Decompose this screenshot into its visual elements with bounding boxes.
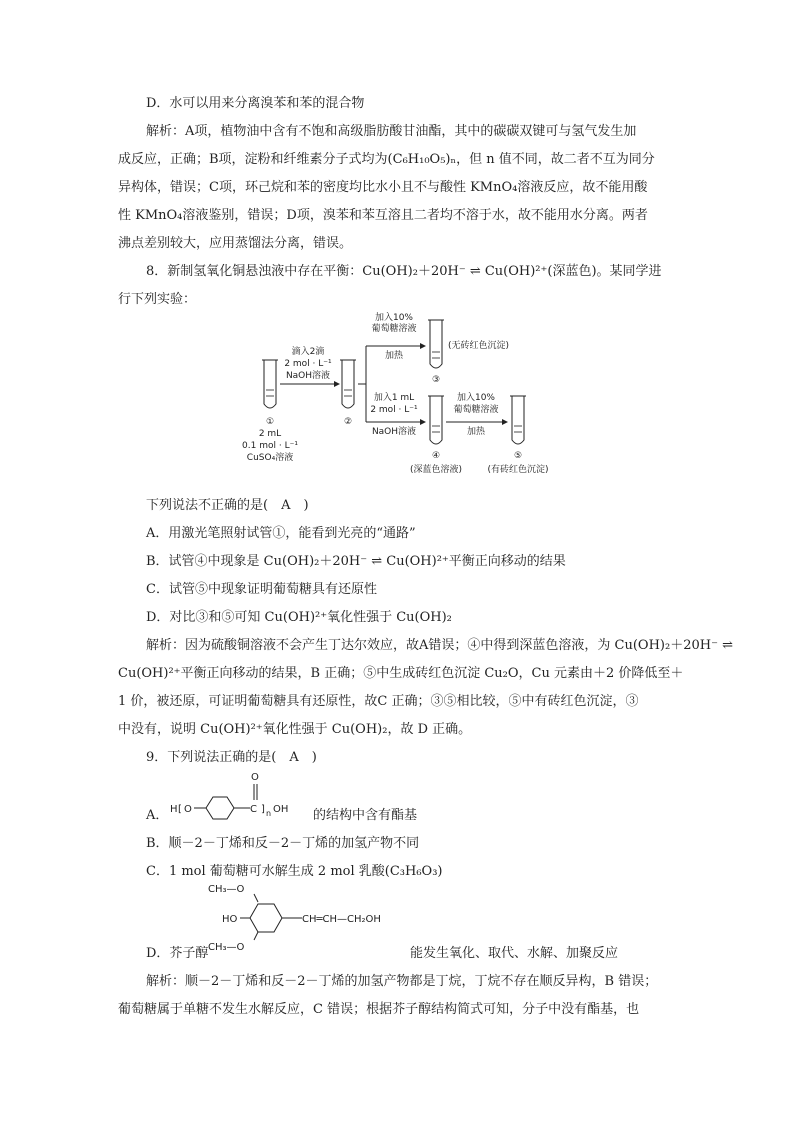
test-tube-3: [428, 320, 444, 368]
arrow-1-head: [334, 381, 340, 387]
tube-1-desc-2: 0.1 mol · L⁻¹: [242, 441, 298, 451]
step-1-text-3: NaOH溶液: [285, 371, 331, 381]
test-tube-1: [262, 360, 278, 408]
text-line-l11: B．试管④中现象是 Cu(OH)₂＋20H⁻ ⇌ Cu(OH)²⁺平衡正向移动的结果: [146, 554, 566, 569]
text-line-l14: 解析：因为硫酸铜溶液不会产生丁达尔效应，故A错误；④中得到深蓝色溶液，为 Cu(OH)₂＋20H⁻ ⇌: [146, 638, 733, 653]
upper-step-1: 加入10%: [374, 313, 414, 323]
text-line-l6: 沸点差别较大，应用蒸馏法分离，错误。: [118, 236, 353, 251]
text-line-l7: 8．新制氢氧化铜悬浊液中存在平衡：Cu(OH)₂＋20H⁻ ⇌ Cu(OH)²⁺(深蓝色)。某同学进: [146, 264, 662, 279]
step-1-text-2: 2 mol · L⁻¹: [284, 359, 332, 369]
struct-d-top-sub: CH₃—O: [208, 884, 245, 895]
text-line-l25: 解析：顺－2－丁烯和反－2－丁烯的加氢产物都是丁烷，丁烷不存在顺反异构，B 错误；: [146, 974, 658, 989]
text-line-l21: B．顺－2－丁烯和反－2－丁烯的加氢产物不同: [146, 836, 420, 851]
text-line-l4: 异构体，错误；C项，环己烷和苯的密度均比水小且不与酸性 KMnO₄溶液反应，故不能用酸: [118, 180, 648, 195]
text-line-l23: D．芥子醇: [146, 946, 209, 961]
experiment-diagram: [230, 308, 560, 478]
step-5-text-2: 葡萄糖溶液: [453, 405, 499, 415]
tube-1-desc-1: 2 mL: [258, 429, 282, 439]
text-line-l12: C．试管⑤中现象证明葡萄糖具有还原性: [146, 582, 377, 597]
struct-d-ho: HO: [222, 914, 238, 925]
step-1-text-1: 滴入2滴: [291, 347, 325, 357]
tube-3-note: (无砖红色沉淀): [448, 341, 510, 351]
text-line-l15: Cu(OH)²⁺平衡正向移动的结果，B 正确；⑤中生成砖红色沉淀 Cu₂O，Cu 元素由＋2 价降低至＋: [118, 666, 684, 681]
struct-d-bottom-sub: CH₃—O: [208, 942, 245, 953]
struct-a-n: n: [266, 809, 272, 818]
text-line-l1: D．水可以用来分离溴苯和苯的混合物: [146, 96, 365, 111]
tube-4-label: ④: [431, 451, 441, 461]
struct-a-o: O: [184, 804, 192, 815]
text-line-l22: C．1 mol 葡萄糖可水解生成 2 mol 乳酸(C₃H₆O₃): [146, 864, 443, 879]
text-line-l3: 成反应，正确；B项，淀粉和纤维素分子式均为(C₆H₁₀O₅)ₙ，但 n 值不同，故二者不互为同分: [118, 152, 655, 167]
tube-5-note: (有砖红色沉淀): [487, 465, 549, 475]
tube-3-label: ③: [431, 375, 441, 385]
text-line-l20: 的结构中含有酯基: [313, 808, 418, 823]
tube-5-label: ⑤: [513, 451, 523, 461]
text-line-l10: A．用激光笔照射试管①，能看到光亮的“通路”: [146, 526, 416, 541]
text-line-l9: 下列说法不正确的是( A ): [146, 498, 309, 513]
test-tube-4: [428, 396, 444, 444]
lower-step-2: 2 mol · L⁻¹: [370, 405, 418, 415]
struct-a-oh: OH: [273, 804, 289, 815]
step-5-text-1: 加入10%: [456, 393, 496, 403]
struct-a-carbonyl-o: O: [251, 772, 259, 783]
text-line-l16: 1 价，被还原，可证明葡萄糖具有还原性，故C 正确；③⑤相比较，⑤中有砖红色沉淀，③: [118, 694, 639, 709]
tube-1-label: ①: [265, 417, 275, 427]
text-line-l13: D．对比③和⑤可知 Cu(OH)²⁺氧化性强于 Cu(OH)₂: [146, 610, 452, 625]
text-line-l2: 解析：A项，植物油中含有不饱和高级脂肪酸甘油酯，其中的碳碳双键可与氢气发生加: [146, 124, 637, 139]
text-line-l17: 中没有，说明 Cu(OH)²⁺氧化性强于 Cu(OH)₂，故 D 正确。: [118, 722, 472, 737]
test-tube-5: [510, 396, 526, 444]
text-line-l26: 葡萄糖属于单糖不发生水解反应，C 错误；根据芥子醇结构简式可知，分子中没有酯基，也: [118, 1002, 640, 1017]
step-5-text-3: 加热: [466, 427, 486, 437]
text-line-l8: 行下列实验：: [118, 292, 197, 307]
text-line-l19: A．: [146, 808, 169, 823]
upper-step-2: 葡萄糖溶液: [371, 324, 417, 334]
lower-step-3: NaOH溶液: [371, 427, 417, 437]
text-line-l24: 能发生氧化、取代、水解、加聚反应: [410, 946, 619, 961]
tube-4-note: (深蓝色溶液): [409, 465, 463, 475]
structure-a: [166, 766, 312, 822]
upper-step-3: 加热: [384, 351, 404, 361]
text-line-l18: 9．下列说法正确的是( A ): [146, 750, 317, 765]
structure-d: [204, 880, 410, 956]
test-tube-2: [340, 360, 356, 408]
tube-2-label: ②: [343, 417, 353, 427]
tube-1-desc-3: CuSO₄溶液: [246, 453, 294, 463]
benzene-ring-a: [206, 797, 234, 819]
struct-a-h: H: [170, 804, 178, 815]
struct-a-bracket-right: ]: [261, 804, 265, 815]
benzene-ring-d: [250, 904, 282, 932]
struct-d-chain: CH═CH—CH₂OH: [302, 914, 381, 925]
struct-a-bracket-left: [: [178, 804, 182, 815]
struct-a-c: C: [250, 804, 257, 815]
text-line-l5: 性 KMnO₄溶液鉴别，错误；D项，溴苯和苯互溶且二者均不溶于水，故不能用水分离。两者: [118, 208, 648, 223]
lower-step-1: 加入1 mL: [373, 393, 415, 403]
